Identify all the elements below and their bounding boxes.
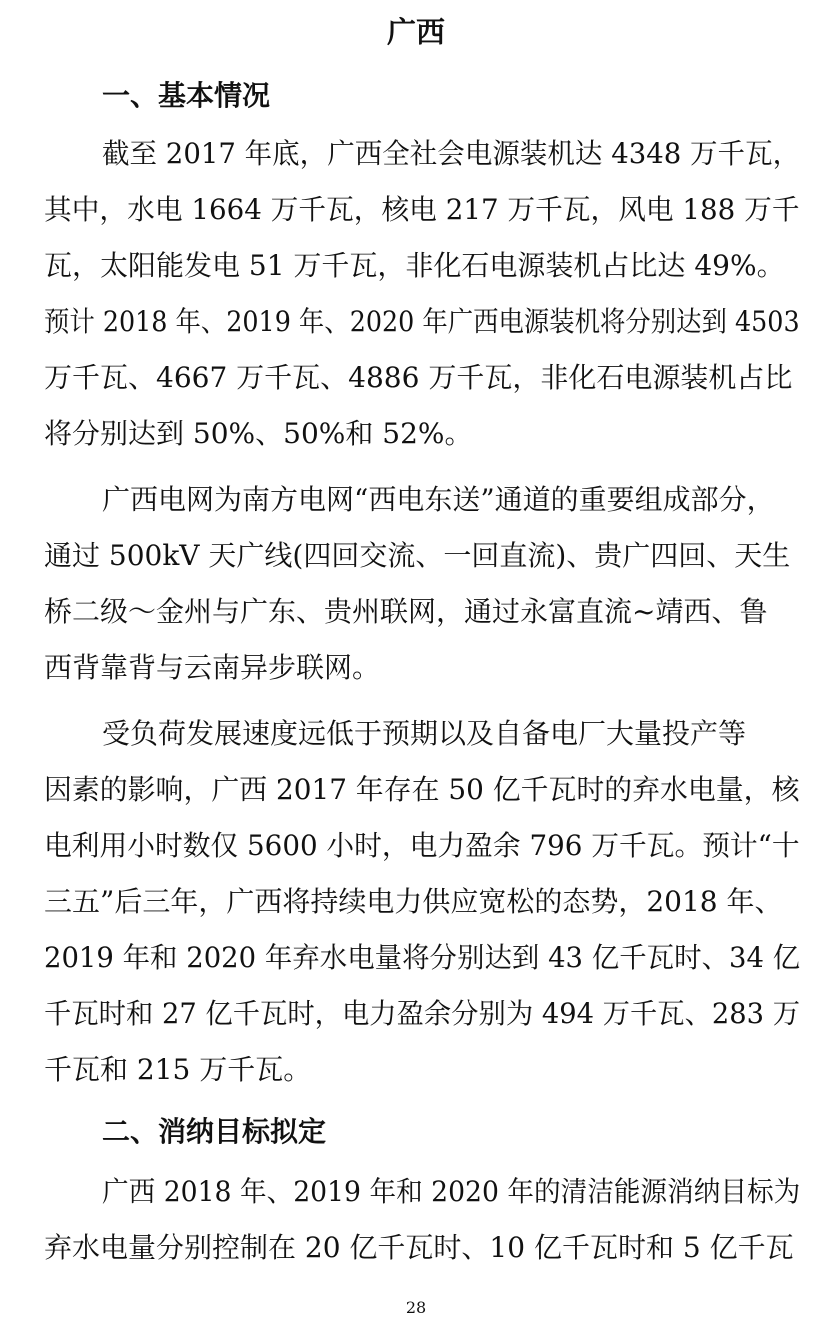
paragraph-line: 通过 500kV 天广线(四回交流、一回直流)、贵广四回、天生 <box>44 539 791 572</box>
section-heading-basic-situation: 一、基本情况 <box>102 79 271 112</box>
section-heading-absorption-targets: 二、消纳目标拟定 <box>102 1115 327 1148</box>
paragraph-line: 受负荷发展速度远低于预期以及自备电厂大量投产等 <box>102 717 747 750</box>
paragraph-line: 因素的影响，广西 2017 年存在 50 亿千瓦时的弃水电量，核 <box>44 773 800 806</box>
paragraph-line: 将分别达到 50%、50%和 52%。 <box>44 417 473 450</box>
paragraph-line: 其中，水电 1664 万千瓦，核电 217 万千瓦，风电 188 万千 <box>44 193 800 226</box>
paragraph-line: 西背靠背与云南异步联网。 <box>44 651 381 684</box>
paragraph-line: 电利用小时数仅 5600 小时，电力盈余 796 万千瓦。预计“十 <box>44 829 800 862</box>
paragraph-line: 瓦，太阳能发电 51 万千瓦，非化石电源装机占比达 49%。 <box>44 249 785 282</box>
paragraph-line: 桥二级～金州与广东、贵州联网，通过永富直流~靖西、鲁 <box>44 595 768 628</box>
paragraph-line: 广西电网为南方电网“西电东送”通道的重要组成部分， <box>102 483 775 516</box>
paragraph-line: 截至 2017 年底，广西全社会电源装机达 4348 万千瓦， <box>102 137 801 170</box>
paragraph-line: 广西 2018 年、2019 年和 2020 年的清洁能源消纳目标为 <box>102 1175 801 1208</box>
paragraph-line: 2019 年和 2020 年弃水电量将分别达到 43 亿千瓦时、34 亿 <box>44 941 801 974</box>
paragraph-line: 弃水电量分别控制在 20 亿千瓦时、10 亿千瓦时和 5 亿千瓦 <box>44 1231 794 1264</box>
paragraph-line: 万千瓦、4667 万千瓦、4886 万千瓦，非化石电源装机占比 <box>44 361 793 394</box>
paragraph-line: 千瓦和 215 万千瓦。 <box>44 1053 312 1086</box>
paragraph-line: 预计 2018 年、2019 年、2020 年广西电源装机将分别达到 4503 <box>44 305 800 338</box>
page-number: 28 <box>405 1298 427 1317</box>
paragraph-line: 千瓦时和 27 亿千瓦时，电力盈余分别为 494 万千瓦、283 万 <box>44 997 801 1030</box>
paragraph-line: 三五”后三年，广西将持续电力供应宽松的态势，2018 年、 <box>44 885 783 918</box>
page-title: 广西 <box>386 15 445 49</box>
